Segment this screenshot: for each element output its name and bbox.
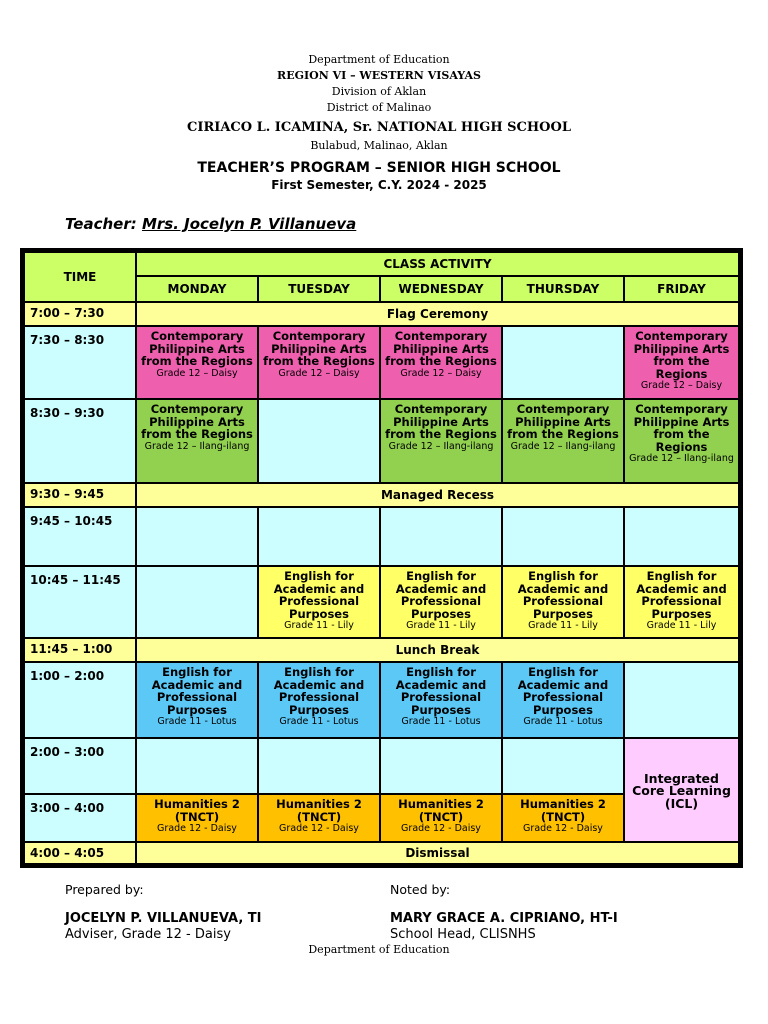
schedule-cell xyxy=(624,566,739,638)
empty-cell xyxy=(258,507,380,566)
school-name: CIRIACO L. ICAMINA, Sr. NATIONAL HIGH SCHOOL xyxy=(187,120,571,135)
empty-cell xyxy=(380,507,502,566)
time-cell: 7:30 – 8:30 xyxy=(24,326,136,399)
class-activity-header: CLASS ACTIVITY xyxy=(136,252,739,276)
subject-name: English for Academic and Professional Purposes xyxy=(273,569,365,621)
subject-name: English for Academic and Professional Purposes xyxy=(395,665,487,717)
time-cell: 11:45 – 1:00 xyxy=(24,638,136,662)
empty-cell xyxy=(380,738,502,794)
subject-name: English for Academic and Professional Purposes xyxy=(517,665,609,717)
empty-cell xyxy=(136,738,258,794)
schedule-cell xyxy=(136,794,258,842)
section-name: Grade 11 - Lily xyxy=(646,620,717,631)
teacher-line xyxy=(65,214,356,234)
noted-by-label: Noted by: xyxy=(390,882,451,897)
district-name: District of Malinao xyxy=(326,101,432,114)
lunch-break-band: Lunch Break xyxy=(136,638,739,662)
section-name: Grade 11 - Lily xyxy=(284,620,354,631)
empty-cell xyxy=(502,507,624,566)
empty-cell xyxy=(502,738,624,794)
subject-name: Humanities 2 (TNCT) xyxy=(398,797,484,824)
prepared-by-label: Prepared by: xyxy=(65,882,144,897)
subject-name: Contemporary Philippine Arts from the Regions xyxy=(385,329,497,368)
section-name: Grade 12 – Daisy xyxy=(640,380,723,391)
day-header-thursday: THURSDAY xyxy=(502,276,624,302)
schedule-cell xyxy=(502,566,624,638)
noted-by-name: MARY GRACE A. CIPRIANO, HT-I xyxy=(390,911,618,926)
section-name: Grade 11 - Lotus xyxy=(157,716,237,727)
section-name: Grade 12 – Daisy xyxy=(400,367,482,379)
schedule-cell xyxy=(136,326,258,399)
department-name: Department of Education xyxy=(308,53,450,66)
empty-cell xyxy=(502,326,624,399)
schedule-cell xyxy=(380,399,502,483)
section-name: Grade 12 - Daisy xyxy=(157,823,237,834)
empty-cell xyxy=(624,507,739,566)
schedule-cell xyxy=(380,662,502,738)
subject-name: English for Academic and Professional Purposes xyxy=(273,665,365,717)
managed-recess-band: Managed Recess xyxy=(136,483,739,507)
schedule-cell xyxy=(380,794,502,842)
time-cell: 2:00 – 3:00 xyxy=(24,738,136,794)
teacher-name: Mrs. Jocelyn P. Villanueva xyxy=(141,215,357,233)
section-name: Grade 11 - Lotus xyxy=(523,716,603,727)
program-title: TEACHER’S PROGRAM – SENIOR HIGH SCHOOL xyxy=(197,160,561,176)
subject-name: Contemporary Philippine Arts from the Regions xyxy=(385,402,497,441)
section-name: Grade 11 - Lily xyxy=(528,620,598,631)
subject-name: English for Academic and Professional Purposes xyxy=(151,665,243,717)
section-name: Grade 12 - Daisy xyxy=(523,823,603,834)
empty-cell xyxy=(258,738,380,794)
page-footer: Department of Education xyxy=(308,943,450,956)
division-name: Division of Aklan xyxy=(331,85,427,98)
subject-name: Humanities 2 (TNCT) xyxy=(520,797,606,824)
schedule-cell xyxy=(136,662,258,738)
section-name: Grade 12 – Ilang-ilang xyxy=(510,440,616,452)
section-name: Grade 12 – Ilang-ilang xyxy=(629,453,734,464)
time-cell: 9:30 – 9:45 xyxy=(24,483,136,507)
subject-name: Integrated Core Learning (ICL) xyxy=(632,770,731,811)
flag-ceremony-band: Flag Ceremony xyxy=(136,302,739,326)
time-cell: 8:30 – 9:30 xyxy=(24,399,136,483)
icl-cell xyxy=(624,738,739,842)
subject-name: Humanities 2 (TNCT) xyxy=(276,797,362,824)
section-name: Grade 12 – Ilang-ilang xyxy=(388,440,494,452)
subject-name: Contemporary Philippine Arts from the Regions xyxy=(263,329,375,368)
school-address: Bulabud, Malinao, Aklan xyxy=(310,139,448,152)
dismissal-band: Dismissal xyxy=(136,842,739,864)
subject-name: English for Academic and Professional Purposes xyxy=(517,569,609,621)
schedule-cell xyxy=(258,326,380,399)
day-header-wednesday: WEDNESDAY xyxy=(380,276,502,302)
section-name: Grade 12 – Daisy xyxy=(156,367,238,379)
schedule-cell xyxy=(502,399,624,483)
empty-cell xyxy=(624,662,739,738)
subject-name: Contemporary Philippine Arts from the Regions xyxy=(507,402,619,441)
schedule-cell xyxy=(624,399,739,483)
empty-cell xyxy=(258,399,380,483)
region-name: REGION VI – WESTERN VISAYAS xyxy=(277,69,481,82)
empty-cell xyxy=(136,566,258,638)
time-cell: 9:45 – 10:45 xyxy=(24,507,136,566)
day-header-tuesday: TUESDAY xyxy=(258,276,380,302)
time-cell: 7:00 – 7:30 xyxy=(24,302,136,326)
prepared-by-name: JOCELYN P. VILLANUEVA, TI xyxy=(65,911,262,926)
empty-cell xyxy=(136,507,258,566)
noted-by-role: School Head, CLISNHS xyxy=(390,927,536,942)
section-name: Grade 12 – Ilang-ilang xyxy=(144,440,250,452)
prepared-by-role: Adviser, Grade 12 - Daisy xyxy=(65,927,231,942)
section-name: Grade 11 - Lotus xyxy=(401,716,481,727)
time-cell: 1:00 – 2:00 xyxy=(24,662,136,738)
schedule-table xyxy=(20,248,743,868)
section-name: Grade 12 - Daisy xyxy=(279,823,359,834)
time-header: TIME xyxy=(24,252,136,302)
time-cell: 4:00 – 4:05 xyxy=(24,842,136,864)
time-cell: 3:00 – 4:00 xyxy=(24,794,136,842)
subject-name: English for Academic and Professional Purposes xyxy=(395,569,487,621)
day-header-monday: MONDAY xyxy=(136,276,258,302)
section-name: Grade 12 – Daisy xyxy=(278,367,360,379)
program-semester: First Semester, C.Y. 2024 - 2025 xyxy=(271,178,487,192)
section-name: Grade 11 - Lotus xyxy=(279,716,359,727)
schedule-cell xyxy=(502,794,624,842)
day-header-friday: FRIDAY xyxy=(624,276,739,302)
schedule-cell xyxy=(380,326,502,399)
schedule-cell xyxy=(380,566,502,638)
section-name: Grade 12 - Daisy xyxy=(401,823,481,834)
subject-name: Contemporary Philippine Arts from the Regions xyxy=(633,402,730,454)
teacher-label: Teacher: xyxy=(65,215,137,233)
subject-name: Humanities 2 (TNCT) xyxy=(154,797,240,824)
schedule-cell xyxy=(258,794,380,842)
subject-name: Contemporary Philippine Arts from the Regions xyxy=(141,329,253,368)
subject-name: English for Academic and Professional Purposes xyxy=(636,569,727,621)
schedule-cell xyxy=(136,399,258,483)
schedule-cell xyxy=(624,326,739,399)
letterhead xyxy=(0,52,758,154)
subject-name: Contemporary Philippine Arts from the Regions xyxy=(633,329,730,381)
schedule-cell xyxy=(502,662,624,738)
schedule-cell xyxy=(258,662,380,738)
section-name: Grade 11 - Lily xyxy=(406,620,476,631)
subject-name: Contemporary Philippine Arts from the Regions xyxy=(141,402,253,441)
time-cell: 10:45 – 11:45 xyxy=(24,566,136,638)
schedule-cell xyxy=(258,566,380,638)
